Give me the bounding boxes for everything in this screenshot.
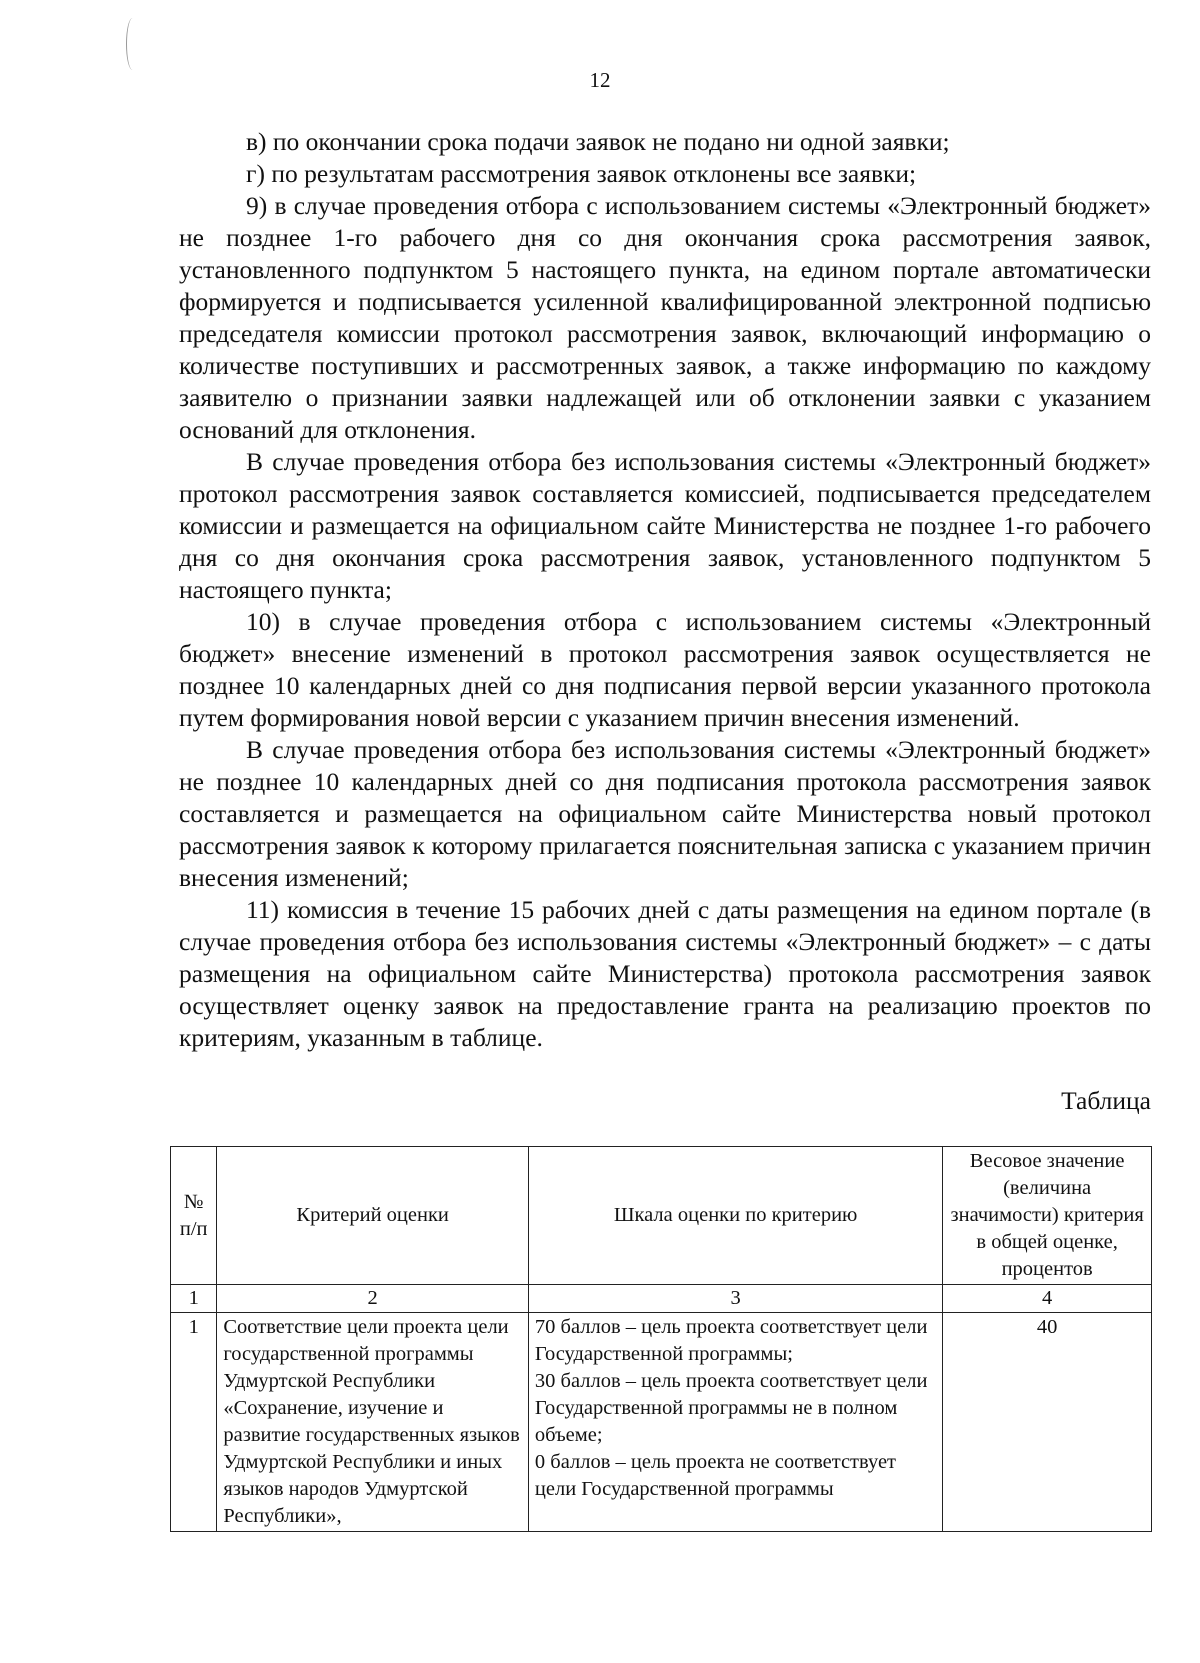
row-criterion: Соответствие цели проекта цели государственной программы Удмуртской Республики «Сохранение, изучение и развитие государственных языков Удмуртской Республики и иных языков народов Удмуртской Республики»,	[217, 1313, 529, 1532]
paragraph-11: 11) комиссия в течение 15 рабочих дней с даты размещения на едином портале (в случае проведения отбора без использования системы «Электронный бюджет» – с даты размещения на официальном сайте Министерства) протокола рассмотрения заявок осуществляет оценку заявок на предоставление гранта на реализацию проектов по критериям, указанным в таблице.	[179, 895, 1151, 1052]
header-criterion: Критерий оценки	[217, 1147, 529, 1285]
column-number: 4	[943, 1285, 1152, 1313]
row-scale	[528, 1313, 942, 1532]
scale-item: 0 баллов – цель проекта не соответствует цели Государственной программы	[534, 1451, 897, 1500]
column-number: 1	[171, 1285, 217, 1313]
page-number: 12	[589, 68, 611, 92]
paragraph-10: 10) в случае проведения отбора с использованием системы «Электронный бюджет» внесение изменений в протокол рассмотрения заявок осуществляется не позднее 10 календарных дней со дня подписания первой версии указанного протокола путем формирования новой версии с указанием причин внесения изменений.	[179, 607, 1151, 732]
table-row	[171, 1313, 1152, 1532]
document-body	[179, 126, 1151, 1054]
paragraph-10-alt: В случае проведения отбора без использования системы «Электронный бюджет» не позднее 10 календарных дней со дня подписания протокола рассмотрения заявок составляется и размещается на официальном сайте Министерства новый протокол рассмотрения заявок к которому прилагается пояснительная записка с указанием причин внесения изменений;	[179, 735, 1151, 892]
table-header-row	[171, 1147, 1152, 1285]
scan-margin-mark	[126, 18, 139, 70]
header-scale: Шкала оценки по критерию	[528, 1147, 942, 1285]
scale-item: 70 баллов – цель проекта соответствует цели Государственной программы;	[534, 1316, 928, 1365]
column-number: 3	[528, 1285, 942, 1313]
paragraph-9-alt: В случае проведения отбора без использования системы «Электронный бюджет» протокол рассмотрения заявок составляется комиссией, подписывается председателем комиссии и размещается на официальном сайте Министерства не позднее 1-го рабочего дня со дня окончания срока рассмотрения заявок, установленного подпунктом 5 настоящего пункта;	[179, 447, 1151, 604]
column-number-row	[171, 1285, 1152, 1313]
row-weight: 40	[943, 1313, 1152, 1532]
table-caption: Таблица	[1061, 1086, 1151, 1115]
column-number: 2	[217, 1285, 529, 1313]
paragraph-9: 9) в случае проведения отбора с использованием системы «Электронный бюджет» не позднее 1-го рабочего дня со дня окончания срока рассмотрения заявок, установленного подпунктом 5 настоящего пункта, на едином портале автоматически формируется и подписывается усиленной квалифицированной электронной подписью председателя комиссии протокол рассмотрения заявок, включающий информацию о количестве поступивших и рассмотренных заявок, а также информацию по каждому заявителю о признании заявки надлежащей или об отклонении заявки с указанием оснований для отклонения.	[179, 191, 1151, 444]
paragraph-v: в) по окончании срока подачи заявок не подано ни одной заявки;	[246, 127, 950, 156]
header-number: № п/п	[171, 1147, 217, 1285]
header-weight: Весовое значение (величина значимости) критерия в общей оценке, процентов	[943, 1147, 1152, 1285]
row-number: 1	[171, 1313, 217, 1532]
scale-item: 30 баллов – цель проекта соответствует цели Государственной программы не в полном объеме;	[534, 1370, 928, 1446]
paragraph-g: г) по результатам рассмотрения заявок отклонены все заявки;	[246, 159, 917, 188]
criteria-table	[170, 1146, 1152, 1532]
